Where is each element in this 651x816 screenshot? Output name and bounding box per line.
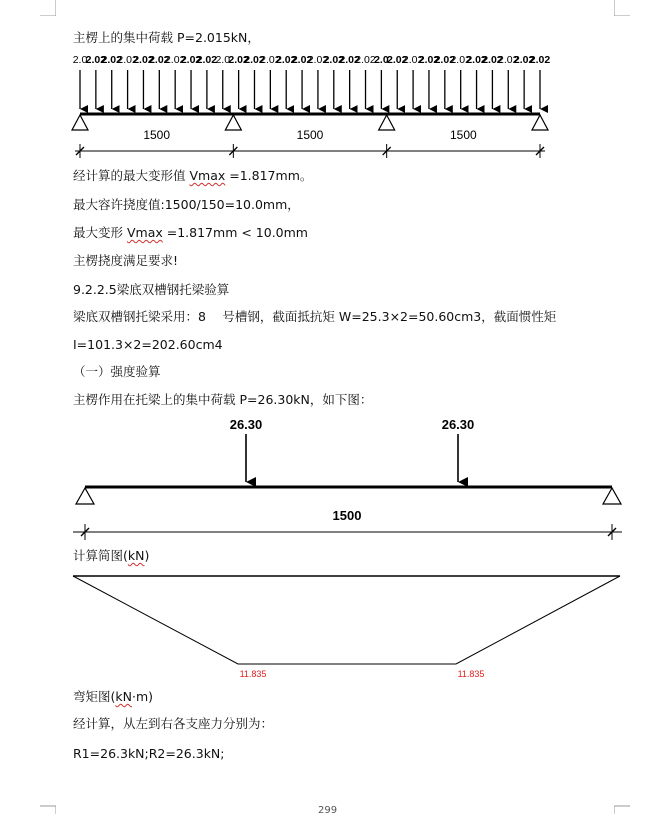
point-load-label: 2.02 xyxy=(323,54,345,66)
strength-heading: （一）强度验算 xyxy=(73,364,161,379)
point-load-label: 2.02 xyxy=(498,54,519,66)
page-number: 299 xyxy=(318,805,338,816)
point-load-label: 2.02 xyxy=(529,54,551,66)
beam-load-text: 主楞作用在托梁上的集中荷载 P=26.30kN，如下图： xyxy=(73,392,373,407)
point-load-label: 2.02 xyxy=(117,54,138,66)
bending-moment-diagram xyxy=(60,568,640,683)
load-text: 主楞上的集中荷载 P=2.015kN， xyxy=(73,30,260,45)
point-load-label: 2.02 xyxy=(228,54,249,66)
point-load-label: 2.02 xyxy=(85,54,107,66)
section-heading: 9.2.2.5梁底双槽钢托梁验算 xyxy=(73,282,230,297)
point-load-label: 2.02 xyxy=(149,54,170,66)
point-load-label: 2.02 xyxy=(387,54,408,66)
point-load-label: 2.02 xyxy=(180,54,202,66)
span-label: 1500 xyxy=(296,128,324,142)
page-corner-mark xyxy=(614,798,630,814)
point-load-label: 2.02 xyxy=(402,54,424,66)
span-label: 1500 xyxy=(143,128,171,142)
load-label: 26.30 xyxy=(441,417,475,432)
moment-value-label: 11.835 xyxy=(239,669,267,679)
point-load-label: 2.02 xyxy=(275,54,297,66)
point-load-label: 2.02 xyxy=(482,54,503,66)
point-load-label: 2.02 xyxy=(418,54,440,66)
span-label: 1500 xyxy=(332,508,362,523)
point-load-label: 2.02 xyxy=(244,54,265,66)
moment-curve xyxy=(73,576,620,664)
point-load-label: 2.02 xyxy=(513,54,535,66)
span-label: 1500 xyxy=(449,128,477,142)
point-load-label: 2.02 xyxy=(339,54,360,66)
max-deflection-text: 经计算的最大变形值 Vmax =1.817mm。 xyxy=(73,168,313,183)
point-load-label: 2.02 xyxy=(291,54,313,66)
reaction-intro: 经计算，从左到右各支座力分别为： xyxy=(73,716,274,731)
point-load-label: 2.02 xyxy=(133,54,154,66)
inertia-text: I=101.3×2=202.60cm4 xyxy=(73,337,223,352)
load-label: 26.30 xyxy=(229,417,263,432)
point-load-label: 2.02 xyxy=(307,54,329,66)
point-load-label: 2.02 xyxy=(101,54,122,66)
point-load-label: 2.02 xyxy=(450,54,471,66)
page-corner-mark xyxy=(614,0,630,16)
beam-diagram-support-beam xyxy=(60,412,640,546)
moment-diagram-caption: 弯矩图(kN·m) xyxy=(73,689,154,704)
right-support xyxy=(603,488,621,504)
channel-steel-text: 梁底双槽钢托梁采用：8 号槽钢，截面抵抗矩 W=25.3×2=50.60cm3，截面惯性矩 xyxy=(73,309,557,324)
support-triangle xyxy=(72,115,88,130)
point-load-label: 2.02 xyxy=(196,54,218,66)
support-triangle xyxy=(225,115,241,130)
page-corner-mark xyxy=(40,798,56,814)
left-support xyxy=(76,488,94,504)
allowable-deflection-text: 最大容许挠度值:1500/150=10.0mm， xyxy=(73,197,300,212)
support-triangle xyxy=(379,115,395,130)
point-load-label: 2.02 xyxy=(260,54,281,66)
deflection-check-text: 最大变形 Vmax =1.817mm < 10.0mm xyxy=(73,225,308,240)
point-load-label: 2.02 xyxy=(434,54,456,66)
deflection-conclusion: 主楞挠度满足要求! xyxy=(73,253,179,268)
page-corner-mark xyxy=(40,0,56,16)
moment-value-label: 11.835 xyxy=(457,669,485,679)
reaction-values: R1=26.3kN;R2=26.3kN; xyxy=(73,746,225,761)
beam-diagram-main-joist xyxy=(60,48,560,160)
point-load-label: 2.0 xyxy=(374,54,389,66)
point-load-label: 2.02 xyxy=(164,54,186,66)
support-triangle xyxy=(532,115,548,130)
point-load-label: 2.0 xyxy=(215,54,231,66)
calc-diagram-caption: 计算简图(kN) xyxy=(73,548,150,563)
point-load-label: 2.02 xyxy=(355,54,376,66)
point-load-label: 2.0 xyxy=(72,54,88,66)
point-load-label: 2.02 xyxy=(466,54,487,66)
